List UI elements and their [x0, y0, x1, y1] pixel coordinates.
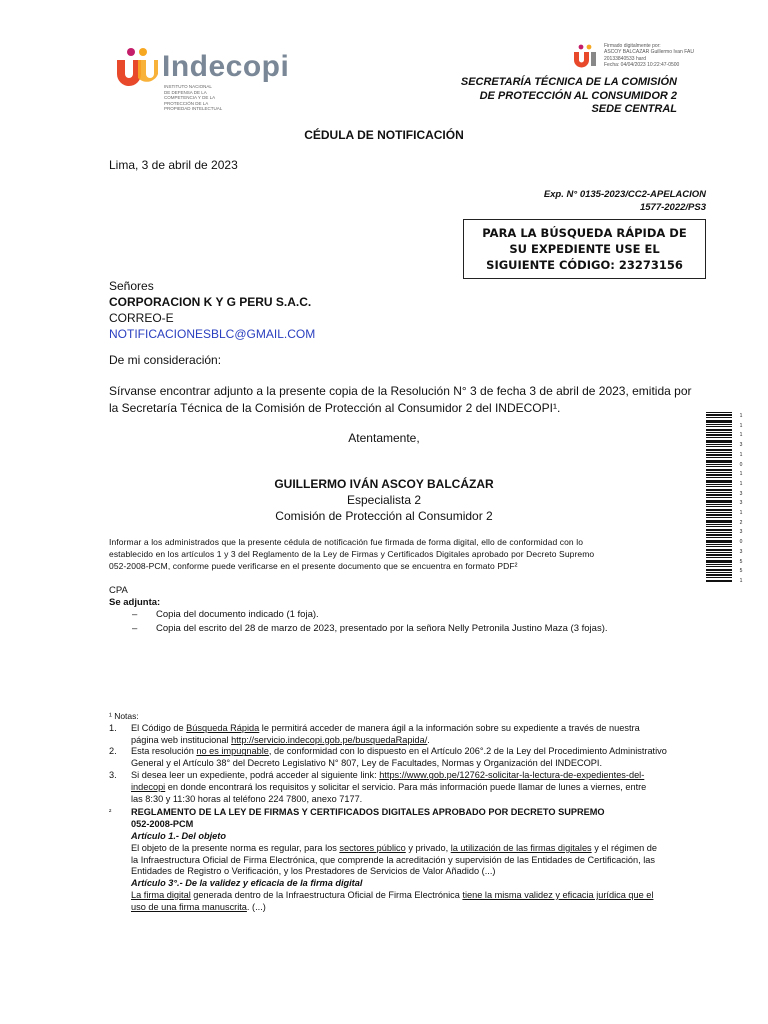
enclosure-item: – Copia del escrito del 28 de marzo de 2023, presentado por la señora Nelly Petronila Justino Maza (3 fojas). — [132, 623, 608, 634]
addressee-channel: CORREO-E — [109, 311, 174, 325]
office-header: SECRETARÍA TÉCNICA DE LA COMISIÓN DE PROTECCIÓN AL CONSUMIDOR 2 SEDE CENTRAL — [460, 76, 677, 115]
note-item: 3. Si desea leer un expediente, podrá acceder al siguiente link: https://www.gob.pe/12762-solicitar-la-lectura-de-expedientes-del- indecopi en donde encontrará los requisitos y solicitar el servicio. Para más información puede llamar de lunes a viernes, entre las 8:30 y 11:30 horas al teléfono 224 7800, anexo 7177. — [109, 769, 647, 804]
addressee-email-link[interactable]: NOTIFICACIONESBLC@GMAIL.COM — [109, 327, 316, 341]
digital-signature-stamp: Firmado digitalmente por: ASCOY BALCAZAR Guillermo Ivan FAU 20133840533 hard Fecha: 04/04/2023 10:22:47-0500 — [604, 43, 694, 68]
signer-office: Comisión de Protección al Consumidor 2 — [275, 509, 493, 523]
barcode-digit: 1 — [739, 451, 743, 458]
footnotes — [109, 711, 709, 914]
barcode-digit: 1 — [739, 480, 743, 487]
indecopi-logo-icon — [114, 47, 158, 87]
barcode-digit: 3 — [739, 548, 743, 555]
barcode-digit: 0 — [739, 461, 743, 468]
barcode-digit: 1 — [739, 471, 743, 478]
signature-logo-icon — [572, 44, 598, 68]
expediente-number: Exp. N° 0135-2023/CC2-APELACION 1577-2022/PS3 — [543, 189, 706, 213]
barcode-digit: 2 — [739, 519, 743, 526]
notes-label: ¹ Notas: — [109, 711, 139, 721]
logo-subtitle: INSTITUTO NACIONAL DE DEFENSA DE LA COMPETENCIA Y DE LA PROTECCIÓN DE LA PROPIEDAD INTELECTUAL — [164, 84, 223, 111]
barcode-digit: 3 — [739, 490, 743, 497]
barcode-digit: 1 — [739, 422, 743, 429]
search-code-box: PARA LA BÚSQUEDA RÁPIDA DE SU EXPEDIENTE USE EL SIGUIENTE CÓDIGO: 23273156 — [463, 219, 706, 279]
expedientes-link[interactable]: https://www.gob.pe/12762-solicitar-la-lectura-de-expedientes-del- — [379, 769, 645, 780]
enclosed-label: Se adjunta: — [109, 597, 161, 608]
signer-name: GUILLERMO IVÁN ASCOY BALCÁZAR — [274, 477, 494, 491]
barcode-digit: 5 — [739, 558, 743, 565]
barcode-image — [706, 412, 732, 582]
addressee-company: CORPORACION K Y G PERU S.A.C. — [109, 295, 312, 309]
barcode-digit: 1 — [739, 510, 743, 517]
document-date: Lima, 3 de abril de 2023 — [109, 158, 238, 172]
note-item: 2. Esta resolución no es impugnable, de conformidad con lo dispuesto en el Artículo 206°.2 de la Ley del Procedimiento Administrativo General y el Artículo 38° del Decreto Legislativo N° 807, Ley de Facultades, Normas y Organización del INDECOPI. — [109, 746, 667, 769]
barcode-digit: 3 — [739, 500, 743, 507]
digital-signature-notice: Informar a los administrados que la presente cédula de notificación fue firmada de forma digital, ello de conformidad con lo establecido en los artículos 1 y 3 del Reglamento de la Ley de Firmas y Certificados Digitales aprobado por Decreto Supremo 052-2008-PCM, conforme puede verificarse en el presente documento que se encuentra en formato PDF² — [109, 537, 595, 571]
barcode-digit: 1 — [739, 413, 743, 419]
greeting: De mi consideración: — [109, 353, 222, 367]
signer-block — [0, 476, 768, 524]
signer-role: Especialista 2 — [346, 493, 422, 507]
enclosure-item: – Copia del documento indicado (1 foja). — [132, 609, 319, 620]
body-paragraph: Sírvanse encontrar adjunto a la presente copia de la Resolución N° 3 de fecha 3 de abril de 2023, emitida por la Secretaría Técnica de la Comisión de Protección al Consumidor 2 del INDECOPI¹. — [109, 384, 692, 415]
barcode-digit: 3 — [739, 529, 743, 536]
cpa-block — [109, 585, 160, 609]
barcode-digit: 3 — [739, 442, 743, 449]
busqueda-rapida-link[interactable]: http://servicio.indecopi.gob.pe/busquedaRapida/ — [231, 734, 428, 745]
barcode-digit: 1 — [739, 432, 743, 439]
barcode-digit: 0 — [739, 539, 743, 546]
document-title: CÉDULA DE NOTIFICACIÓN — [304, 128, 464, 142]
addressee-salutation: Señores — [109, 279, 154, 293]
closing: Atentamente, — [348, 431, 420, 445]
barcode-digits — [738, 412, 744, 587]
indecopi-wordmark: Indecopi — [162, 50, 290, 83]
barcode-digit: 5 — [739, 568, 743, 575]
addressee-block — [109, 278, 315, 342]
cpa-label: CPA — [109, 585, 128, 596]
footnote-2: ² REGLAMENTO DE LA LEY DE FIRMAS Y CERTIFICADOS DIGITALES APROBADO POR DECRETO SUPREMO 052-2008-PCM Artículo 1.- Del objeto El objeto de la presente norma es regular, para los sectores público y privado, la utilización de las firmas digitales y el régimen de la Infraestructura Oficial de Firma Electrónica, que comprende la acreditación y supervisión de las Entidades de Certificación, las Entidades de Registro o Verificación, y los Prestadores de Servicios de Valor Añadido (...) Artículo 3°.- De la validez y eficacia de la firma digital La firma digital generada dentro de la Infraestructura Oficial de Firma Electrónica tiene la misma validez y eficacia jurídica que el uso de una firma manuscrita. (...) — [109, 807, 658, 912]
barcode-digit: 1 — [739, 577, 743, 584]
note-item: 1. El Código de Búsqueda Rápida le permitirá acceder de manera ágil a la información sobre su expediente a través de nuestra página web institucional http://servicio.indecopi.gob.pe/busquedaRapida/. — [109, 722, 640, 745]
